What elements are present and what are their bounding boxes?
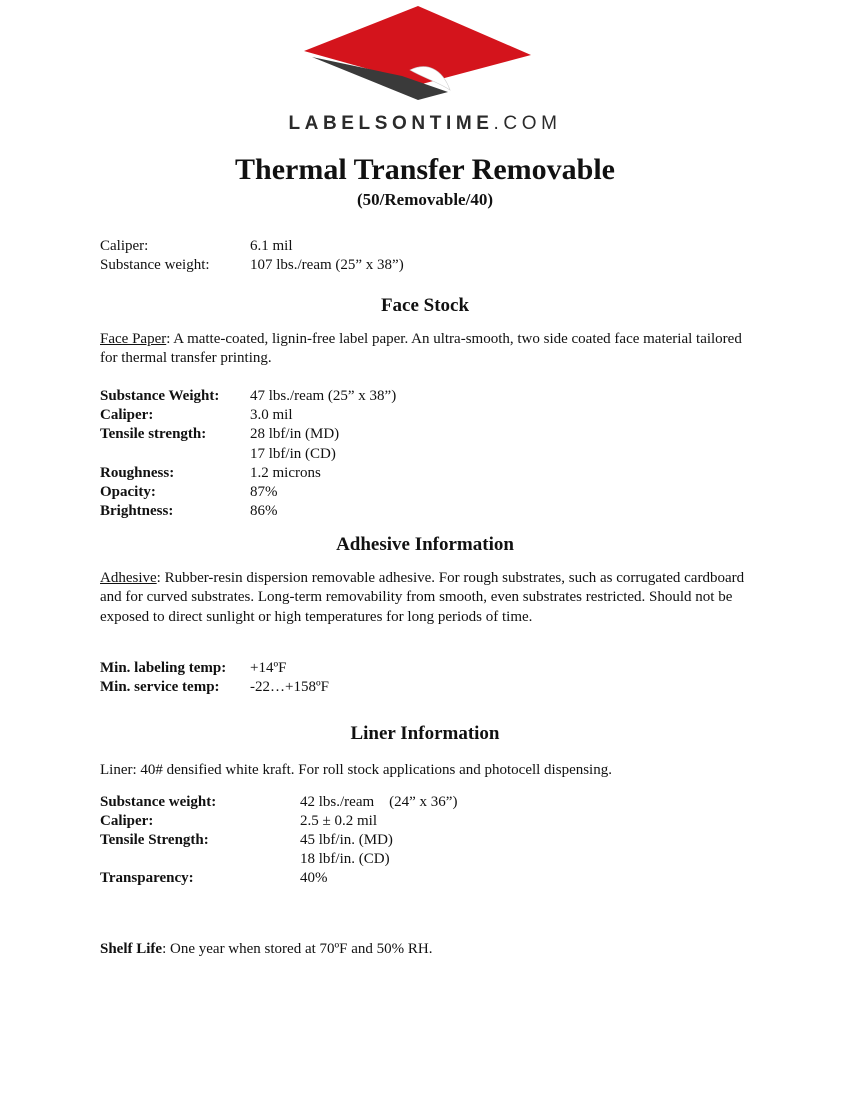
spec-value: 28 lbf/in (MD) [250, 426, 340, 442]
logo-brand-bold: LABELSONTIME [288, 113, 494, 134]
face-paper-label: Face Paper [100, 331, 167, 347]
spec-label: Tensile strength: [100, 426, 207, 442]
spec-value: 40% [300, 870, 328, 886]
adhesive-heading: Adhesive Information [336, 534, 514, 555]
adhesive-label: Adhesive [100, 570, 157, 586]
spec-value: 6.1 mil [250, 238, 293, 254]
logo-brand-suffix: .COM [493, 113, 562, 134]
spec-label: Substance weight: [100, 794, 217, 810]
face-paper-text: : A matte-coated, lignin-free label paper. An ultra-smooth, two side coated face material tailored for thermal transfer printing. [100, 331, 742, 367]
logo-wordmark [0, 113, 850, 135]
liner-description: Liner: 40# densified white kraft. For roll stock applications and photocell dispensing. [100, 762, 612, 778]
spec-value: -22…+158ºF [250, 679, 329, 695]
spec-value: 45 lbf/in. (MD) [300, 832, 393, 848]
spec-value: 87% [250, 484, 278, 500]
spec-value: 1.2 microns [250, 465, 321, 481]
spec-label: Min. labeling temp: [100, 660, 227, 676]
spec-value: 3.0 mil [250, 407, 293, 423]
face-stock-description [100, 330, 755, 369]
spec-value: 42 lbs./ream (24” x 36”) [300, 794, 458, 810]
adhesive-description [100, 569, 755, 627]
liner-heading: Liner Information [350, 723, 500, 744]
page-subtitle: (50/Removable/40) [357, 190, 493, 209]
shelf-life-label: Shelf Life [100, 941, 163, 957]
spec-value: 2.5 ± 0.2 mil [300, 813, 377, 829]
labelsontime-logo-icon [300, 4, 540, 104]
shelf-life [100, 940, 755, 959]
page-title: Thermal Transfer Removable [235, 153, 615, 186]
spec-label: Caliper: [100, 238, 149, 254]
shelf-life-text: : One year when stored at 70ºF and 50% RH. [162, 941, 433, 957]
spec-value: 86% [250, 503, 278, 519]
spec-label: Opacity: [100, 484, 156, 500]
spec-label: Caliper: [100, 813, 154, 829]
spec-value: 107 lbs./ream (25” x 38”) [250, 257, 404, 273]
spec-value: 47 lbs./ream (25” x 38”) [250, 388, 397, 404]
spec-label: Substance weight: [100, 257, 210, 273]
spec-label: Brightness: [100, 503, 174, 519]
spec-label: Min. service temp: [100, 679, 220, 695]
spec-label: Tensile Strength: [100, 832, 209, 848]
spec-label: Transparency: [100, 870, 194, 886]
spec-value: +14ºF [250, 660, 287, 676]
spec-label: Roughness: [100, 465, 175, 481]
spec-label: Caliper: [100, 407, 154, 423]
spec-value: 18 lbf/in. (CD) [300, 851, 390, 867]
spec-value: 17 lbf/in (CD) [250, 446, 336, 462]
spec-label: Substance Weight: [100, 388, 220, 404]
face-stock-heading: Face Stock [380, 295, 470, 316]
adhesive-text: : Rubber-resin dispersion removable adhesive. For rough substrates, such as corrugated cardboard and for curved substrates. Long-term removability from smooth, even substrates restricted. Should not be exposed to direct sunlight or high temperatures for long periods of time. [100, 570, 745, 625]
